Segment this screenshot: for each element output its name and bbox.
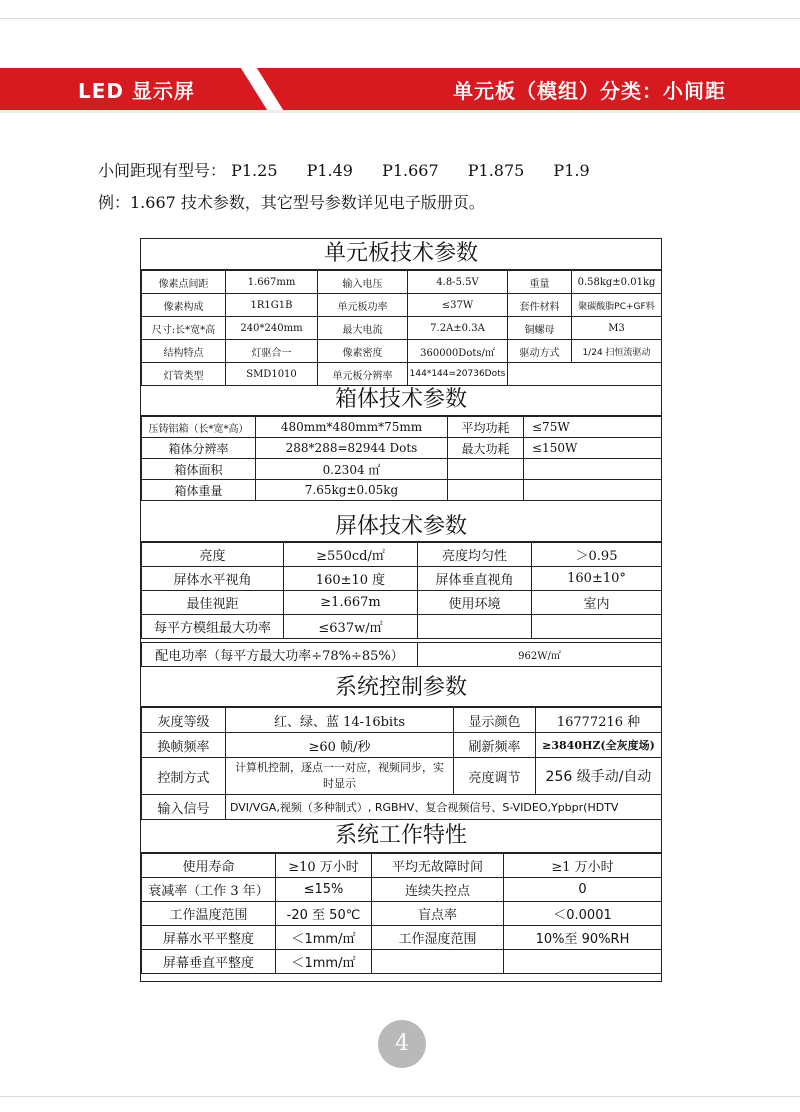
power-table (141, 642, 662, 667)
cell: 红、绿、蓝 14-16bits (226, 708, 454, 733)
cell: 刷新频率 (454, 733, 536, 758)
bottom-rule (0, 1096, 800, 1097)
cell: 重量 (508, 271, 572, 294)
table-row (142, 417, 662, 438)
cell: ≥60 帧/秒 (226, 733, 454, 758)
cell: 箱体分辨率 (142, 438, 256, 459)
cell (524, 459, 662, 480)
table-row (142, 317, 662, 340)
cell: 4.8-5.5V (408, 271, 508, 294)
models-list (231, 161, 614, 180)
cell: 亮度调节 (454, 758, 536, 795)
unit-board-table (141, 270, 662, 386)
table-row (142, 543, 662, 567)
cell: 360000Dots/㎡ (408, 340, 508, 363)
cell (532, 615, 662, 639)
cell: 聚碳酸脂PC+GF料 (572, 294, 662, 317)
cell: 驱动方式 (508, 340, 572, 363)
cell: ≥1.667m (284, 591, 418, 615)
cell: DVI/VGA,视频（多种制式）, RGBHV、复合视频信号、S-VIDEO,Ypbpr(HDTV (226, 795, 662, 820)
cell: ≤37W (408, 294, 508, 317)
cell: 亮度均匀性 (418, 543, 532, 567)
cell: 240*240mm (226, 317, 318, 340)
cell: 结构特点 (142, 340, 226, 363)
header-right-title: 单元板（模组）分类：小间距 (453, 79, 726, 103)
example-line: 例：1.667 技术参数，其它型号参数详见电子版册页。 (98, 193, 485, 212)
screen-table (141, 542, 662, 639)
cell: 工作温度范围 (142, 902, 276, 926)
table-row (142, 708, 662, 733)
cell: 使用寿命 (142, 854, 276, 878)
cell: 7.2A±0.3A (408, 317, 508, 340)
cell: 输入电压 (318, 271, 408, 294)
cell: ＜1mm/㎡ (276, 926, 372, 950)
table-row (142, 340, 662, 363)
cell: 箱体重量 (142, 480, 256, 501)
unit-board-title: 单元板技术参数 (141, 239, 661, 270)
cell: 控制方式 (142, 758, 226, 795)
cell: 套件材料 (508, 294, 572, 317)
cell: 平均无故障时间 (372, 854, 504, 878)
cell: 屏幕水平平整度 (142, 926, 276, 950)
cell: ＜1mm/㎡ (276, 950, 372, 974)
table-row (142, 438, 662, 459)
cell (508, 363, 572, 386)
cell (448, 480, 524, 501)
cell: 256 级手动/自动 (536, 758, 662, 795)
top-rule (0, 18, 800, 19)
model-item: P1.875 (467, 161, 525, 180)
cell: 连续失控点 (372, 878, 504, 902)
model-item: P1.9 (553, 161, 590, 180)
cell: 计算机控制，逐点一一对应，视频同步，实时显示 (226, 758, 454, 795)
cell: 最大电流 (318, 317, 408, 340)
table-row (142, 591, 662, 615)
cell: 160±10° (532, 567, 662, 591)
models-line (98, 158, 614, 181)
table-row (142, 926, 662, 950)
power-label: 配电功率（每平方最大功率÷78%÷85%） (142, 643, 418, 667)
cell: 1.667mm (226, 271, 318, 294)
cell: ≥3840HZ(全灰度场) (536, 733, 662, 758)
cell: 显示颜色 (454, 708, 536, 733)
screen-title: 屏体技术参数 (141, 513, 661, 542)
models-label: 小间距现有型号： (98, 161, 227, 180)
table-row (142, 878, 662, 902)
cell: 144*144=20736Dots (408, 363, 508, 386)
cell: ≤75W (524, 417, 662, 438)
cell (572, 363, 662, 386)
table-row (142, 902, 662, 926)
cell: 0.2304 ㎡ (256, 459, 448, 480)
cell: 衰减率（工作 3 年） (142, 878, 276, 902)
table-row (142, 459, 662, 480)
cell: 288*288=82944 Dots (256, 438, 448, 459)
control-table (141, 707, 662, 820)
cell: ≥10 万小时 (276, 854, 372, 878)
cell: 输入信号 (142, 795, 226, 820)
table-row (142, 480, 662, 501)
cell: 1R1G1B (226, 294, 318, 317)
cell: ≥550cd/㎡ (284, 543, 418, 567)
cell: SMD1010 (226, 363, 318, 386)
work-table (141, 853, 662, 974)
cell: 灯驱合一 (226, 340, 318, 363)
cell: 最佳视距 (142, 591, 284, 615)
cell: ＞0.95 (532, 543, 662, 567)
model-item: P1.25 (231, 161, 278, 180)
cell: ≤150W (524, 438, 662, 459)
table-row (142, 758, 662, 795)
cell: ≤15% (276, 878, 372, 902)
cell: 单元板分辨率 (318, 363, 408, 386)
cell: 像素密度 (318, 340, 408, 363)
cell: 7.65kg±0.05kg (256, 480, 448, 501)
cell: 箱体面积 (142, 459, 256, 480)
cell: 屏幕垂直平整度 (142, 950, 276, 974)
page-number: 4 (378, 1020, 426, 1068)
cell (448, 459, 524, 480)
table-row (142, 950, 662, 974)
header-left-title: LED 显示屏 (78, 79, 195, 103)
table-row (142, 363, 662, 386)
cell: 像素点间距 (142, 271, 226, 294)
table-row (142, 733, 662, 758)
cell: 换帧频率 (142, 733, 226, 758)
cell: 480mm*480mm*75mm (256, 417, 448, 438)
cell: 像素构成 (142, 294, 226, 317)
cell: 灯管类型 (142, 363, 226, 386)
cabinet-table (141, 416, 662, 501)
header-shadow (0, 110, 800, 113)
cell: 使用环境 (418, 591, 532, 615)
cell (504, 950, 662, 974)
table-row (142, 795, 662, 820)
cell: 单元板功率 (318, 294, 408, 317)
cell: ≥1 万小时 (504, 854, 662, 878)
cell (372, 950, 504, 974)
control-title: 系统控制参数 (141, 670, 661, 707)
cell: 每平方模组最大功率 (142, 615, 284, 639)
table-row (142, 643, 662, 667)
cell: 灰度等级 (142, 708, 226, 733)
work-title: 系统工作特性 (141, 820, 661, 853)
cell: 屏体水平视角 (142, 567, 284, 591)
cell: 最大功耗 (448, 438, 524, 459)
cell (418, 615, 532, 639)
cell: 尺寸:长*宽*高 (142, 317, 226, 340)
cell (524, 480, 662, 501)
cabinet-title: 箱体技术参数 (141, 385, 661, 416)
cell: 1/24 扫恒流驱动 (572, 340, 662, 363)
cell: 16777216 种 (536, 708, 662, 733)
cell: 屏体垂直视角 (418, 567, 532, 591)
cell: M3 (572, 317, 662, 340)
model-item: P1.667 (382, 161, 439, 180)
cell: 盲点率 (372, 902, 504, 926)
cell: ＜0.0001 (504, 902, 662, 926)
power-value: 962W/㎡ (418, 643, 662, 667)
spec-sheet (140, 238, 662, 982)
table-row (142, 567, 662, 591)
cell: 压铸铝箱（长*宽*高） (142, 417, 256, 438)
cell: 工作湿度范围 (372, 926, 504, 950)
table-row (142, 294, 662, 317)
table-row (142, 271, 662, 294)
cell: -20 至 50℃ (276, 902, 372, 926)
cell: 0 (504, 878, 662, 902)
cell: 亮度 (142, 543, 284, 567)
cell: 平均功耗 (448, 417, 524, 438)
cell: 0.58kg±0.01kg (572, 271, 662, 294)
table-row (142, 854, 662, 878)
model-item: P1.49 (306, 161, 353, 180)
cell: 10%至 90%RH (504, 926, 662, 950)
cell: 160±10 度 (284, 567, 418, 591)
cell: 铜螺母 (508, 317, 572, 340)
table-row (142, 615, 662, 639)
cell: ≤637w/㎡ (284, 615, 418, 639)
cell: 室内 (532, 591, 662, 615)
